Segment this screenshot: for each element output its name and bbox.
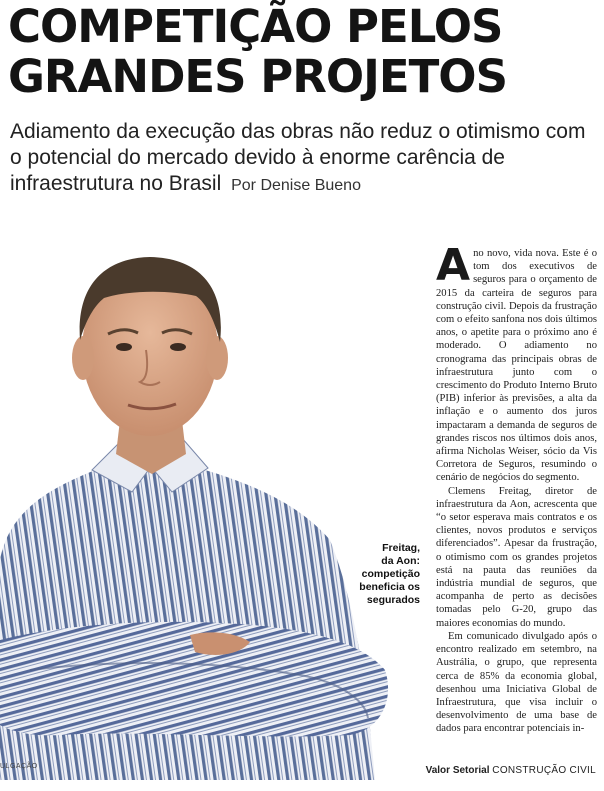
headline-line-1: COMPETIÇÃO PELOS <box>8 0 503 53</box>
deck <box>10 119 600 199</box>
page-footer <box>0 765 596 776</box>
article-body <box>436 240 597 736</box>
article-paragraph-1 <box>436 240 597 485</box>
caption-line-1: Freitag, <box>382 542 420 554</box>
section-name: CONSTRUÇÃO CIVIL <box>492 765 596 776</box>
byline: Por Denise Bueno <box>231 177 361 194</box>
headline-line-2: GRANDES PROJETOS <box>8 50 507 103</box>
deck-text: Adiamento da execução das obras não reduz o otimismo com o potencial do mercado devido à enorme carência de infraestrutura no Brasil <box>10 120 586 195</box>
publication-name: Valor Setorial <box>425 765 490 776</box>
caption-line-4: beneficia os <box>359 581 420 593</box>
photo-credit: ULGAÇÃO <box>0 763 38 770</box>
paragraph-1-text: no novo, vida nova. Este é o tom dos executivos de seguros para o orçamento de 2015 da carteira de seguros para construção civil. Depois da frustração com o efeito sanfona nos dois últimos anos, o apetite para o próximo ano é moderado. O adiamento no cronograma das principais obras de infraestrutura junto com o crescimento do Produto Interno Bruto (PIB) inferior às previsões, a alta da inflação e o aumento dos juros impactaram a demanda de seguros de grandes riscos nos últimos dois anos, afirma Nicholas Weiser, sócio da Vis Corretora de Seguros, resumindo o cenário de negócios do segmento. <box>436 248 597 484</box>
caption-line-5: segurados <box>366 594 420 606</box>
article-paragraph-2: Clemens Freitag, diretor de infraestrutura da Aon, acrescenta que “o setor esperava mais contratos e os clientes, novos produtos e serviços diferenciados”. Apesar da frustração, o otimismo com os grandes projetos está na pauta das reuniões da indústria mundial de seguros, que acompanha de perto as decisões tomadas pelo G-20, grupo das maiores economias do mundo. <box>436 485 597 629</box>
portrait-illustration <box>0 230 410 780</box>
caption-line-2: da Aon: <box>381 555 420 567</box>
caption-line-3: competição <box>361 568 420 580</box>
photo-caption <box>340 542 420 607</box>
headline <box>8 2 598 102</box>
portrait-photo <box>0 230 410 780</box>
article-paragraph-3: Em comunicado divulgado após o encontro realizado em setembro, na Austrália, o grupo, que representa cerca de 85% da economia global, desenhou uma Iniciativa Global de Infraestrutura, que visa incluir o desenvolvimento de uma base de dados para encontrar potenciais in- <box>436 630 597 735</box>
drop-cap: A <box>436 240 471 291</box>
